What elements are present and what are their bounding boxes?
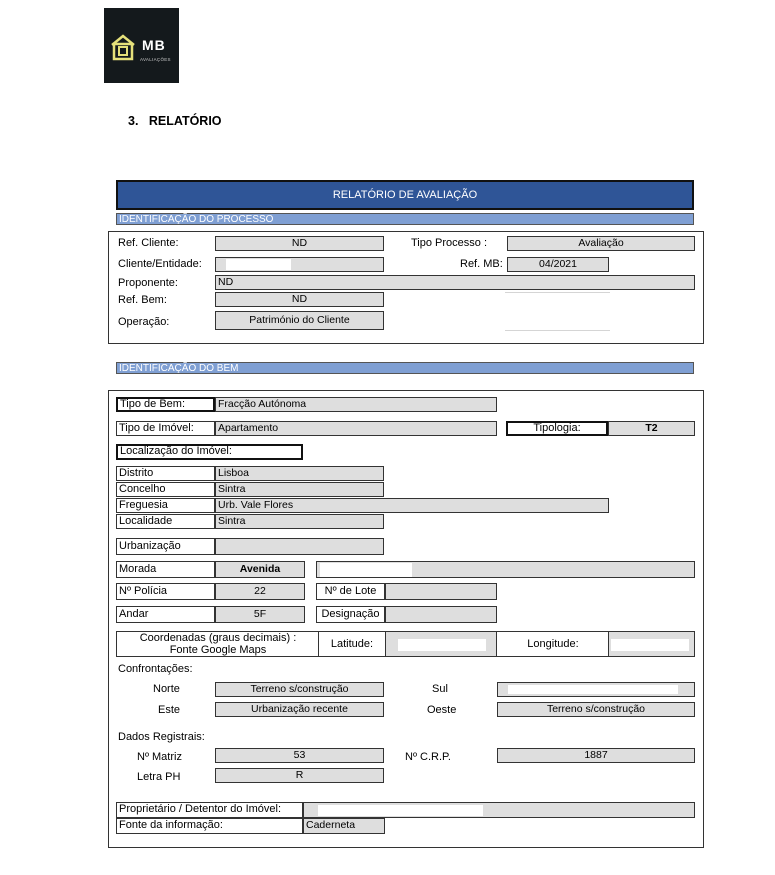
cliente-label: Cliente/Entidade: [118,258,202,270]
sul-value [497,682,695,697]
sul-label: Sul [432,683,448,695]
tipo-bem-value: Fracção Autónoma [215,397,497,412]
distrito-label: Distrito [116,466,215,481]
tipo-imovel-value: Apartamento [215,421,497,436]
redaction [611,639,689,651]
andar-value: 5F [215,606,305,623]
concelho-label: Concelho [116,482,215,497]
crp-value: 1887 [497,748,695,763]
localizacao-label: Localização do Imóvel: [116,444,303,460]
letra-value: R [215,768,384,783]
oeste-label: Oeste [427,704,457,716]
redaction [318,805,483,816]
tipo-processo-label: Tipo Processo : [411,237,488,249]
tipologia-value: T2 [608,421,695,436]
matriz-value: 53 [215,748,384,763]
redaction [320,563,412,577]
policia-value: 22 [215,583,305,600]
ref-mb-label: Ref. MB: [460,258,503,270]
freguesia-value: Urb. Vale Flores [215,498,609,513]
longitude-value [608,631,695,657]
tipologia-label: Tipologia: [506,421,608,436]
bem-header: IDENTIFICAÇÃO DO BEM [116,362,694,374]
report-title: RELATÓRIO DE AVALIAÇÃO [116,180,694,210]
tipo-imovel-label: Tipo de Imóvel: [116,421,215,436]
redaction [508,685,678,694]
divider [505,330,610,331]
urbanizacao-value [215,538,384,555]
proprietario-label: Proprietário / Detentor do Imóvel: [116,802,303,818]
lote-value [385,583,497,600]
fonte-label: Fonte da informação: [116,818,303,834]
operacao-label: Operação: [118,316,170,328]
logo-subtitle: AVALIAÇÕES [140,57,171,62]
designacao-label: Designação [316,606,385,623]
latitude-label: Latitude: [330,638,374,650]
fonte-value: Caderneta [303,818,385,834]
latitude-value [385,631,497,657]
logo-initials: MB [142,37,166,53]
longitude-label: Longitude: [527,638,579,650]
ref-bem-label: Ref. Bem: [118,294,167,306]
norte-label: Norte [153,683,180,695]
localidade-label: Localidade [116,514,215,529]
process-header: IDENTIFICAÇÃO DO PROCESSO [116,213,694,225]
norte-value: Terreno s/construção [215,682,384,697]
confrontacoes-label: Confrontações: [118,663,193,675]
tipo-processo-value: Avaliação [507,236,695,251]
morada-label: Morada [116,561,215,578]
proponente-label: Proponente: [118,277,178,289]
coord-label-1: Coordenadas (graus decimais) : [139,632,297,644]
oeste-value: Terreno s/construção [497,702,695,717]
cliente-value [215,257,384,272]
ref-mb-value: 04/2021 [507,257,609,272]
operacao-value: Património do Cliente [215,311,384,330]
ref-bem-value: ND [215,292,384,307]
freguesia-label: Freguesia [116,498,215,513]
proprietario-value [303,802,695,818]
ref-cliente-value: ND [215,236,384,251]
letra-label: Letra PH [137,771,181,783]
redaction [398,639,486,651]
redaction [226,259,291,270]
distrito-value: Lisboa [215,466,384,481]
proponente-value: ND [215,275,695,290]
lote-label: Nº de Lote [316,583,385,600]
localidade-value: Sintra [215,514,384,529]
andar-label: Andar [116,606,215,623]
house-icon [110,33,136,61]
morada-detail [316,561,695,578]
dados-label: Dados Registrais: [118,731,205,743]
crp-label: Nº C.R.P. [405,751,451,763]
policia-label: Nº Polícia [116,583,215,600]
coord-label-2: Fonte Google Maps [169,644,267,656]
company-logo [104,8,179,83]
section-title: 3. RELATÓRIO [128,114,222,128]
urbanizacao-label: Urbanização [116,538,215,555]
divider [505,292,610,293]
ref-cliente-label: Ref. Cliente: [118,237,179,249]
este-value: Urbanização recente [215,702,384,717]
matriz-label: Nº Matriz [137,751,182,763]
este-label: Este [158,704,181,716]
tipo-bem-label: Tipo de Bem: [116,397,215,412]
morada-value: Avenida [215,561,305,578]
concelho-value: Sintra [215,482,384,497]
designacao-value [385,606,497,623]
